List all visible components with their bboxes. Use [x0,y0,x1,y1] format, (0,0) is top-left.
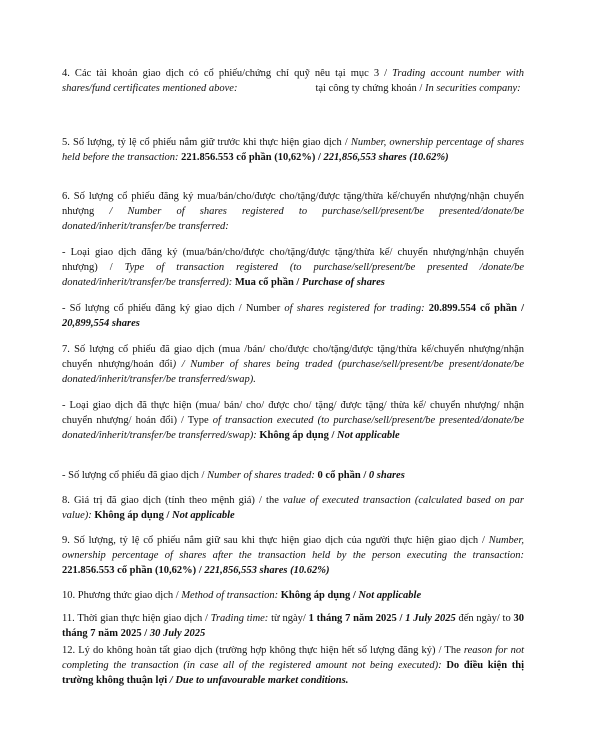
item-7b-value-vi: 0 cổ phần [317,470,361,481]
item-5-en: Number, ownership percentage of shares held before the transaction: [62,137,525,163]
item-6b-value-vi: 20.899.554 cổ phần [428,303,517,314]
item-6b-value-en: 20,899,554 shares [62,318,140,329]
item-12-en: reason for not completing the transaction (in case all of the registered amount not being executed): [62,645,524,671]
item-11-start-vi: 1 tháng 7 năm 2025 [308,613,397,624]
item-7b-vi: - Số lượng cổ phiếu đã giao dịch / [62,470,208,481]
item-8-value-en: Not applicable [172,510,235,521]
item-7a-value-vi: Không áp dụng [259,430,329,441]
item-4-vi2: tại công ty chứng khoán / [315,83,425,94]
item-7-en: ) / Number of shares being traded (purchase/sell/present/be present/donate/be donated/inherit/transfer/be transferred/swap). [62,359,524,385]
item-7b-shares-traded-count [62,468,524,483]
item-6b-en: of shares registered for trading: [284,303,429,314]
item-11-to: đến ngày/ to [455,613,514,624]
item-11-sep2: / [141,628,150,639]
item-9-shares-after [62,533,524,578]
item-12-value-vi: Do điều kiện thị trường không thuận lợi [62,660,524,686]
item-10-en: Method of transaction: [181,590,281,601]
item-6b-shares-registered-trading [62,301,524,331]
item-6a-value-vi: Mua cổ phần [234,277,294,288]
item-4-en: Trading account number with shares/fund certificates mentioned above: [62,68,525,94]
item-6a-en: Type of transaction registered (to purchase/sell/present/be presented /donate/be donated/inherit/transfer/be transferred): [62,262,524,288]
item-11-from: từ ngày/ [271,613,309,624]
item-9-vi: 9. Số lượng, tỷ lệ cổ phiếu nắm giữ sau khi thực hiện giao dịch của người thực hiện giao dịch / [62,535,489,546]
item-5-value-vi: 221.856.553 cổ phần (10,62%) [181,152,316,163]
item-7-shares-traded [62,342,524,387]
item-11-vi: 11. Thời gian thực hiện giao dịch / [62,613,211,624]
item-7a-transaction-executed [62,398,524,443]
item-5-value-en: 221,856,553 shares (10.62%) [323,152,449,163]
item-4-en2: In securities company: [424,83,521,94]
item-10-value-vi: Không áp dụng [280,590,351,601]
item-6a-sep: / [293,277,302,288]
item-7-vi: 7. Số lượng cổ phiếu đã giao dịch (mua /bán/ cho/được cho/tặng/được tặng/thừa kế/chuyển nhượng/nhận chuyển nhượng/hoán đổi [62,344,524,370]
item-8-en: value of executed transaction (calculated based on par value): [62,495,524,521]
item-6b-sep: / [516,303,525,314]
item-11-trading-time [62,611,524,641]
item-7a-vi: - Loại giao dịch đã thực hiện (mua/ bán/ cho/ được cho/ tặng/ được tặng/ thừa kế/ chuyển nhượng/ nhận chuyển nhượng/ hoán đổi) / Type [62,400,524,426]
item-5-vi: 5. Số lượng, tỷ lệ cổ phiếu nắm giữ trước khi thực hiện giao dịch / [62,137,351,148]
item-6-shares-registered [62,189,524,234]
item-7a-sep: / [328,430,337,441]
item-7b-sep: / [360,470,369,481]
item-4-trading-account [62,66,524,96]
item-8-vi: 8. Giá trị đã giao dịch (tính theo mệnh giá) / the [62,495,283,506]
item-5-shares-before [62,135,524,165]
item-11-sep1: / [396,613,406,624]
item-11-en: Trading time: [210,613,272,624]
item-12-reason [62,643,524,688]
item-6a-value-en: Purchase of shares [301,277,385,288]
item-8-sep: / [163,510,172,521]
item-6a-vi: - Loại giao dịch đăng ký (mua/bán/cho/được cho/tặng/được tặng/thừa kế/ chuyển nhượng/nhận chuyển nhượng) / [62,247,524,273]
item-9-sep: / [196,565,205,576]
item-6-en: / Number of shares registered to purchase/sell/present/be presented/donate/be donated/inherit/transfer/be transferred: [62,206,525,232]
item-5-sep: / [315,152,324,163]
item-9-value-en: 221,856,553 shares (10.62%) [204,565,330,576]
item-9-en: Number, ownership percentage of shares after the transaction held by the person executing the transaction: [62,535,524,561]
item-11-end-vi: 30 tháng 7 năm 2025 [62,613,524,639]
item-6-vi: 6. Số lượng cổ phiếu đăng ký mua/bán/cho/được cho/tặng/được tặng/thừa kế/chuyển nhượng/nhận chuyển nhượng [62,191,524,217]
item-6b-vi: - Số lượng cổ phiếu đăng ký giao dịch / Number [62,303,285,314]
item-7b-value-en: 0 shares [368,470,405,481]
item-12-value-en: Due to unfavourable market conditions. [175,675,349,686]
item-7a-value-en: Not applicable [337,430,400,441]
item-4-vi: 4. Các tài khoản giao dịch có cổ phiếu/chứng chỉ quỹ nêu tại mục 3 / [62,68,393,79]
item-10-value-en: Not applicable [358,590,422,601]
item-10-sep: / [350,590,359,601]
item-10-vi: 10. Phương thức giao dịch / [62,590,182,601]
item-12-sep: / [167,675,176,686]
item-8-executed-value [62,493,524,523]
item-12-vi: 12. Lý do không hoàn tất giao dịch (trường hợp không thực hiện hết số lượng đăng ký) / The [62,645,464,656]
item-7a-en: of transaction executed (to purchase/sell/present/be presented/donate/be donated/inherit/transfer/be transferred/swap): [62,415,525,441]
item-6a-transaction-type [62,245,524,290]
item-10-method [62,588,524,603]
item-11-start-en: 1 July 2025 [405,613,456,624]
item-11-end-en: 30 July 2025 [149,628,206,639]
item-9-value-vi: 221.856.553 cổ phần (10,62%) [62,565,197,576]
item-7b-en: Number of shares traded: [207,470,318,481]
item-8-value-vi: Không áp dụng [94,510,164,521]
